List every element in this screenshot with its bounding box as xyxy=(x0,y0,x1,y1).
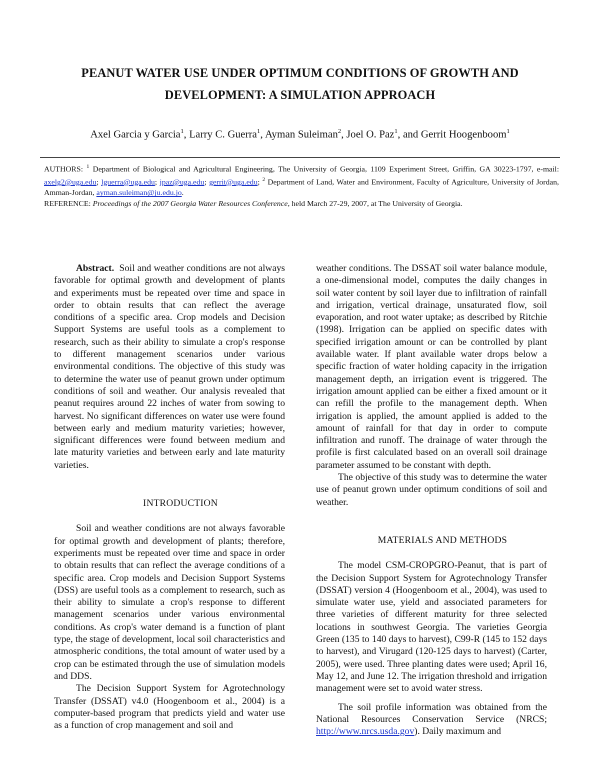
paper-title xyxy=(40,62,560,106)
reference-details: , held March 27-29, 2007, at The University of Georgia. xyxy=(287,199,463,209)
body-paragraph-continued: weather conditions. The DSSAT soil water balance module, a one-dimensional model, computes the daily changes in soil water content by soil layer due to infiltration of rainfall and irrigation, vertical drainage, unsaturated flow, soil evaporation, and root water uptake; as described by Ritchie (1998). Irrigation can be applied on specific dates with specified irrigation amount or can be controlled by plant available water. If plant available water drops below a specific fraction of water holding capacity in the irrigation management depth, an irrigation event is triggered. The irrigation amount applied can be either a fixed amount or it can refill the profile to the management depth. When irrigation is applied, the amount applied is added to the amount of rainfall for that day in order to compute infiltration and runoff. The drainage of water through the profile is first calculated based on an overall soil drainage parameter assumed to be constant with depth. xyxy=(316,263,547,471)
author-affil-mark: 1 xyxy=(180,128,184,135)
author-name: Axel Garcia y Garcia xyxy=(90,129,181,141)
right-column xyxy=(316,263,547,738)
affil-mark-2: 2 xyxy=(262,176,266,183)
author-affil-mark: 1 xyxy=(257,128,261,135)
email-link[interactable]: lguerra@uga.edu xyxy=(101,177,155,187)
affiliation-block: AUTHORS: $^1$ Department of Biological and Agricultural Engineering, The University of Georgia, 1109 Experiment Street, Griffin, GA 30223-1797, e-mail: axelg2@uga.edu; lguerra@uga.edu; jpaz@uga.edu; gerrit@uga.edu; $^2$ Department of Land, Water and Environment, Faculty of Agriculture, University of Jordan, Amman-Jordan, ayman.suleiman@ju.edu.jo. REFERENCE: Proceedings of the 2007 Georgia Water Resources Conference, held March 27-29, 2007, at The University of Georgia. xyxy=(44,164,559,209)
author-separator: , and xyxy=(397,129,421,141)
author-list xyxy=(40,125,560,143)
header-divider xyxy=(40,157,560,158)
spacer xyxy=(316,547,547,560)
author-affil-mark: 1 xyxy=(394,128,398,135)
email-link[interactable]: gerrit@uga.edu xyxy=(209,177,258,187)
methods-paragraph-1: The model CSM-CROPGRO-Peanut, that is part of the Decision Support System for Agrotechnology Transfer (DSSAT) version 4 (Hoogenboom et al., 2004), was used to simulate water use, yield and associated parameters for three varieties of different maturity for three selected locations in southwest Georgia. The varieties Georgia Green (135 to 140 days to harvest), C99-R (145 to 152 days to harvest), and Virugard (120-125 days to harvest) (Carter, 2005), were used. Three planting dates were used; April 16, May 12, and June 12. The irrigation threshold and irrigation management were set to avoid water stress. xyxy=(316,560,547,695)
reference-label: REFERENCE: xyxy=(44,199,91,209)
title-line-1: PEANUT WATER USE UNDER OPTIMUM CONDITIONS OF GROWTH AND xyxy=(81,66,519,80)
spacer xyxy=(54,485,285,498)
affiliation-label: AUTHORS: xyxy=(44,164,83,174)
introduction-heading: INTRODUCTION xyxy=(143,498,218,510)
methods-paragraph-2-start: The soil profile information was obtained from the National Resources Conservation Service (NRCS; xyxy=(316,701,547,725)
affiliation-dept-2: Department of Land, Water and Environment, Faculty of Agriculture, University of Jordan, Amman-Jordan, xyxy=(44,177,559,198)
title-line-2: DEVELOPMENT: A SIMULATION APPROACH xyxy=(164,88,436,102)
spacer xyxy=(54,472,285,485)
email-link[interactable]: axelg2@uga.edu xyxy=(44,177,97,187)
author-separator: , xyxy=(183,129,190,141)
author-name: Gerrit Hoogenboom xyxy=(420,129,507,141)
author-affil-mark: 2 xyxy=(337,128,342,135)
abstract-text: Soil and weather conditions are not always favorable for optimal growth and development of plants and experiments must be repeated over time and space in order to obtain results that can reflect the average conditions of a specific area. Crop models and Decision Support Systems are useful tools as a complement to research, such as their ability to simulate a crop's response to different management scenarios under various environmental conditions. The objective of this study was to determine the water use of peanut grown under optimum conditions of soil and weather. Our analysis revealed that peanut requires around 22 inches of water from sowing to harvest. No significant differences on water use were found between early and medium maturity varieties; however, significant differences were found between medium and late maturity varieties and between early and late maturity varieties. xyxy=(54,263,285,471)
introduction-paragraph-2: The Decision Support System for Agrotechnology Transfer (DSSAT) v4.0 (Hoogenboom et al., 2004) is a computer-based program that predicts yield and water use as a function of crop management and soil and xyxy=(54,683,285,732)
spacer xyxy=(316,509,547,522)
abstract-label: Abstract. xyxy=(76,263,115,274)
methods-heading: MATERIALS AND METHODS xyxy=(377,534,508,546)
reference-proceedings: Proceedings of the 2007 Georgia Water Resources Conference xyxy=(92,199,288,209)
spacer xyxy=(54,510,285,523)
methods-paragraph-2-end: ). Daily maximum and xyxy=(414,726,502,738)
author-affil-mark: 1 xyxy=(506,128,510,135)
left-column xyxy=(54,263,285,732)
objective-paragraph: The objective of this study was to determine the water use of peanut grown under optimum conditions of soil and weather. xyxy=(316,472,547,508)
abstract-paragraph xyxy=(54,263,285,472)
email-link[interactable]: ayman.suleiman@ju.edu.jo xyxy=(96,188,182,198)
spacer xyxy=(316,522,547,535)
email-link[interactable]: jpaz@uga.edu xyxy=(159,177,205,187)
author-name: Joel O. Paz xyxy=(346,129,395,141)
author-separator: , xyxy=(341,129,347,141)
nrcs-link[interactable]: http://www.nrcs.usda.gov xyxy=(316,726,415,738)
introduction-paragraph-1: Soil and weather conditions are not always favorable for optimal growth and development of plants; therefore, experiments must be repeated over time and space in order to obtain results that can reflect the average conditions of a specific area. Crop models and Decision Support Systems (DSS) are useful tools as a complement to research, such as their ability to simulate a crop's response to different management scenarios under various environmental conditions. As crop's water demand is a function of plant type, the stage of development, local soil characteristics and atmospheric conditions, the total amount of water used by a crop can be estimated through the use of simulation models and DDS. xyxy=(54,523,285,682)
affil-mark-1: 1 xyxy=(86,164,90,170)
affiliation-dept-1: Department of Biological and Agricultural Engineering, The University of Georgia, 1109 Experiment Street, Griffin, GA 30223-1797, e-mail: xyxy=(92,164,559,174)
author-name: Larry C. Guerra xyxy=(189,129,258,141)
author-name: Ayman Suleiman xyxy=(264,129,338,141)
methods-paragraph-2 xyxy=(316,702,547,739)
author-separator: , xyxy=(260,129,265,141)
